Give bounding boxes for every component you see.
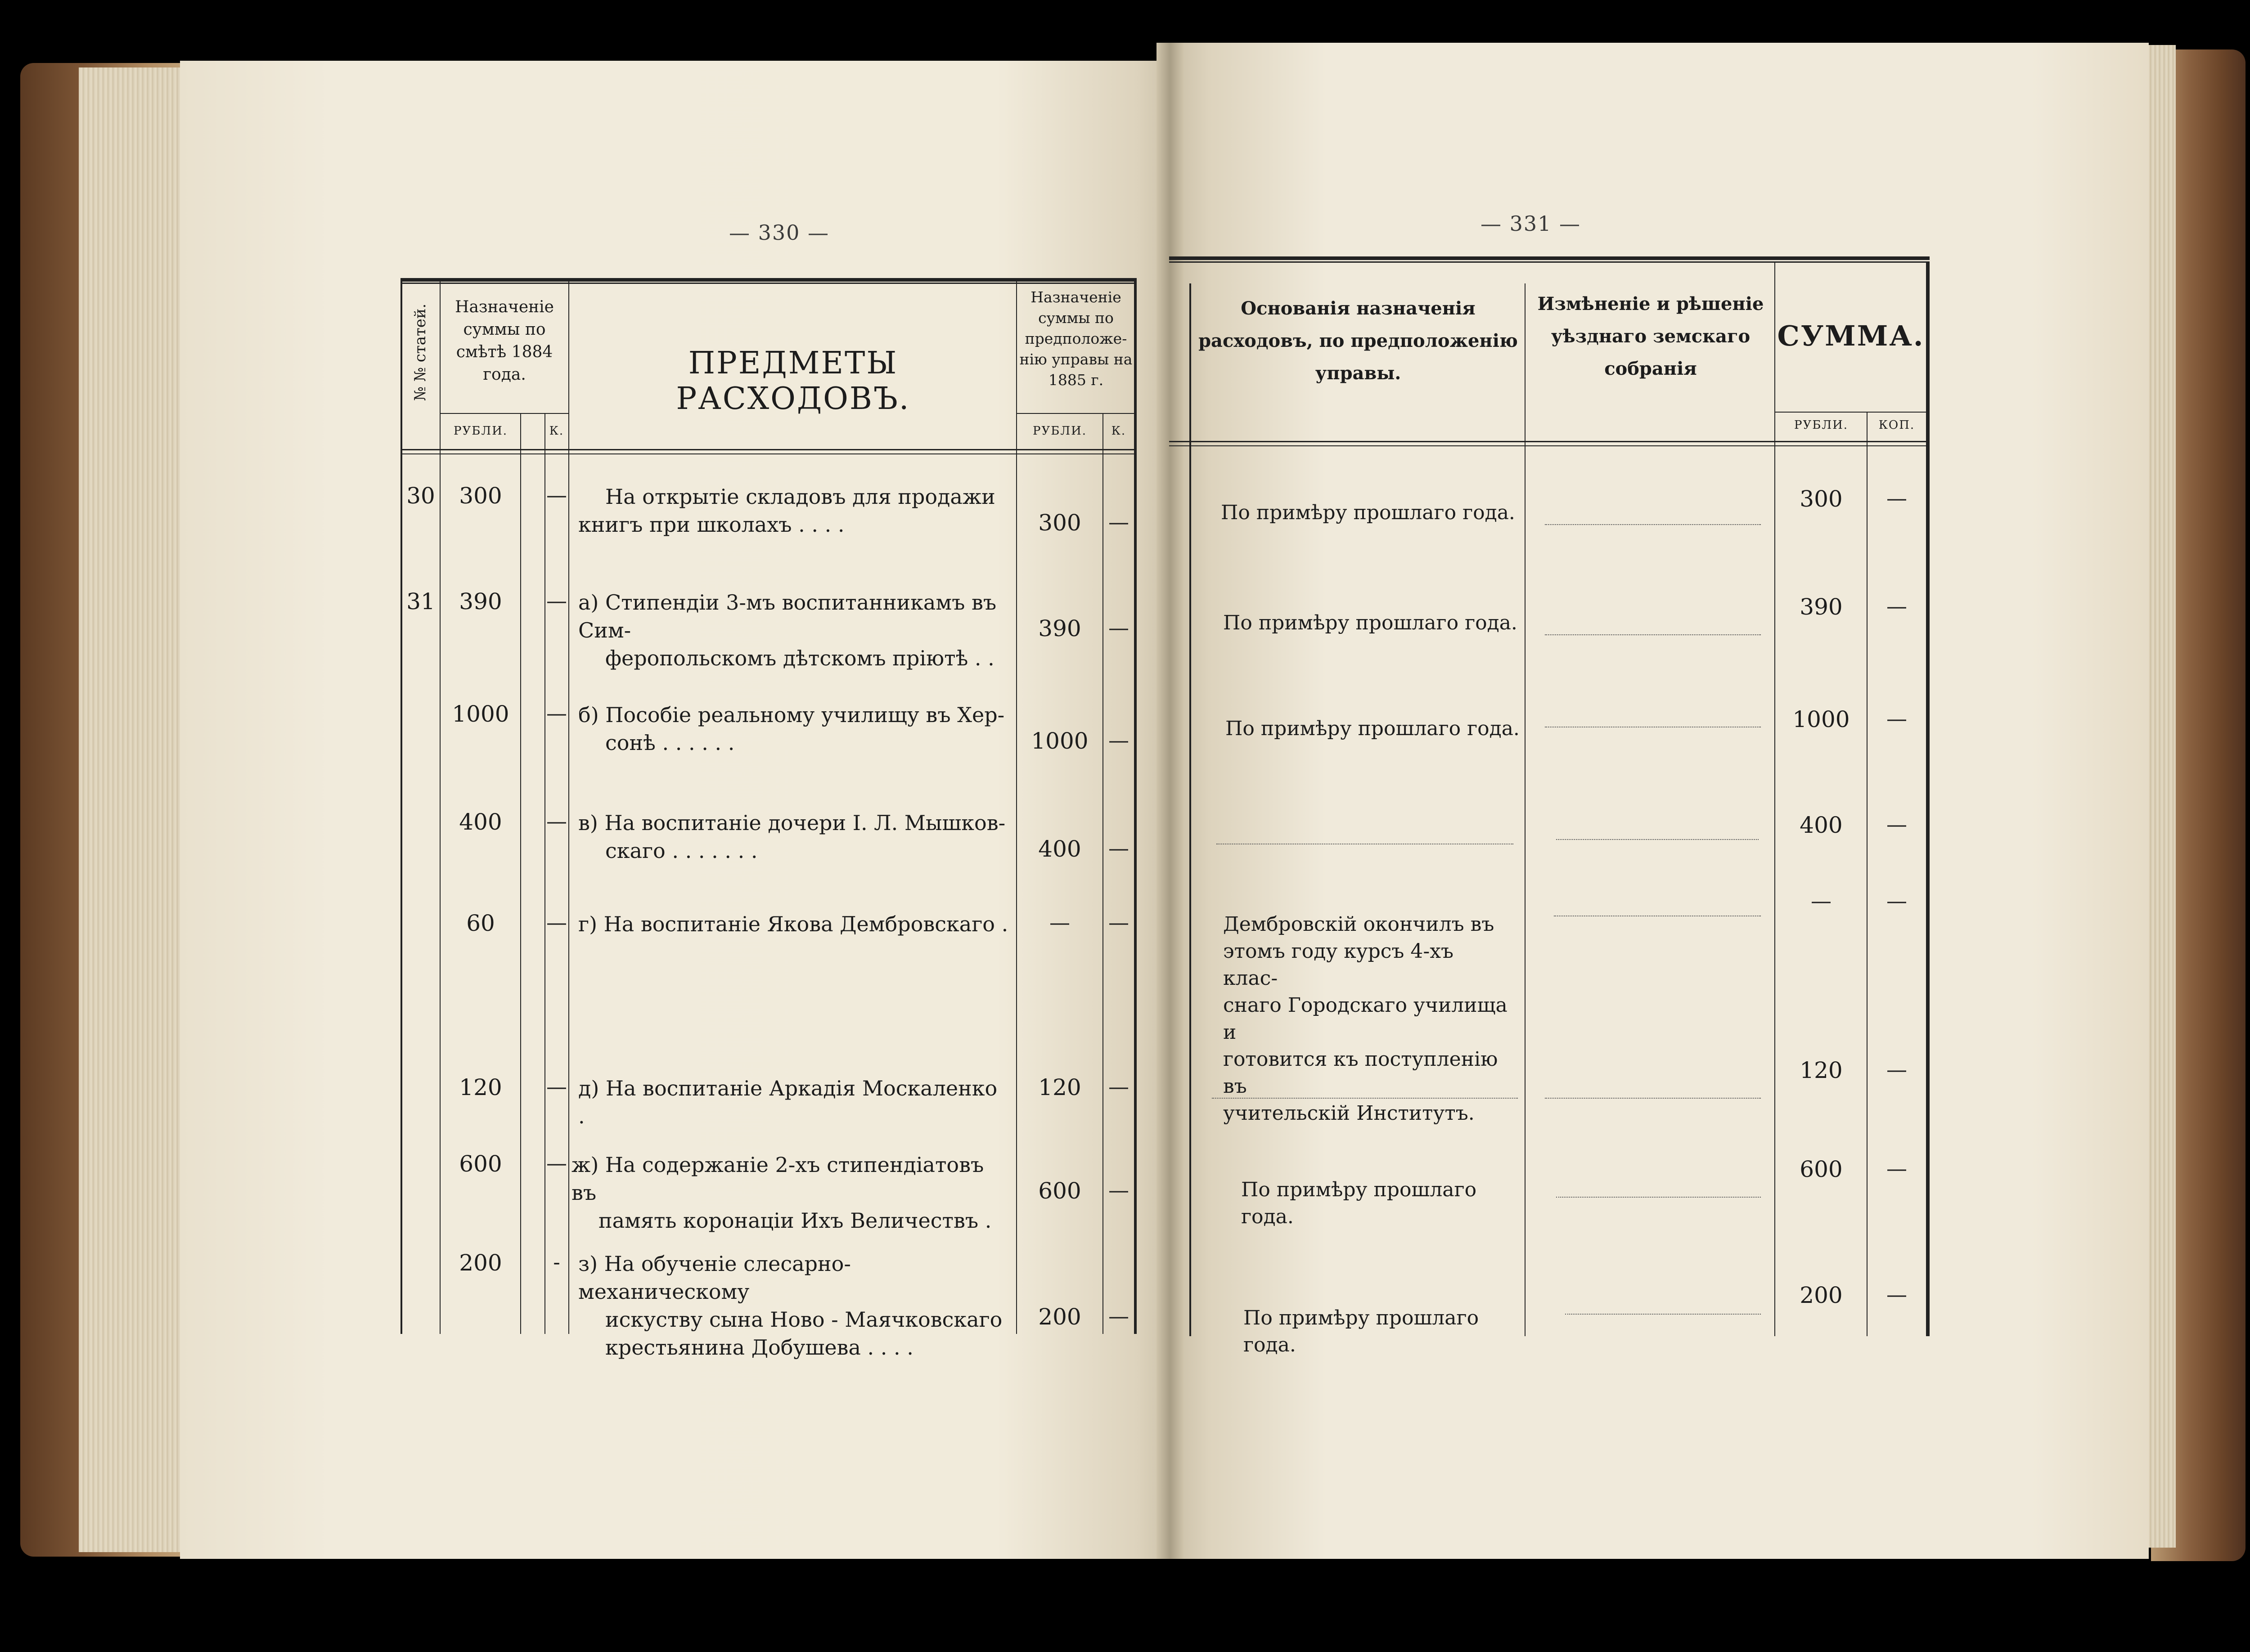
row-30-number: 30 — [406, 483, 435, 509]
row-31b-sum-1884: 1000 — [452, 701, 509, 727]
row-30-text: На открытіе складовъ для продажи книгъ при школахъ . . . . — [578, 485, 995, 537]
header-article-number: № № статей. — [411, 303, 429, 401]
row-31e-sum-1885: 120 — [1038, 1074, 1081, 1100]
right-row-7-sum: 200 — [1800, 1282, 1843, 1308]
row-31c-text: в) На воспитаніе дочери І. Л. Мышков- скаго . . . . . . . — [578, 811, 1006, 863]
right-row-6-sum: 600 — [1800, 1156, 1843, 1182]
right-row-1-basis: По примѣру прошлаго года. — [1223, 611, 1517, 634]
header-sum-1885: Назначеніе суммы по предположе-нію управы на 1885 г. — [1019, 288, 1133, 389]
row-31c-kop-1885: — — [1108, 836, 1129, 860]
row-31a-sum-1885: 390 — [1038, 615, 1081, 642]
expense-table-right — [1169, 256, 1957, 1356]
row-31d-sum-1885: — — [1049, 910, 1070, 934]
row-31g-kop-1884: - — [553, 1250, 560, 1274]
right-row-3-kop: — — [1886, 812, 1907, 836]
row-31-kop-1884: — — [546, 588, 567, 613]
row-31d-text: г) На воспитаніе Якова Дембровскаго . — [578, 912, 1008, 936]
right-row-0-basis: По примѣру прошлаго года. — [1221, 501, 1515, 524]
row-31f-sum-1885: 600 — [1038, 1178, 1081, 1204]
page-number-left: — 330 — — [729, 220, 830, 245]
right-row-5-kop: — — [1886, 1057, 1907, 1082]
row-31b-kop-1884: — — [546, 701, 567, 725]
row-31g-kop-1885: — — [1108, 1304, 1129, 1328]
row-31d-sum-1884: 60 — [466, 910, 495, 936]
row-31c-sum-1884: 400 — [459, 809, 502, 835]
header-sum-1884-kop: К. — [549, 424, 564, 438]
row-31-sum-1884: 390 — [459, 588, 502, 615]
header-expense-subjects: ПРЕДМЕТЫ РАСХОДОВЪ. — [676, 346, 910, 417]
right-row-2-basis: По примѣру прошлаго года. — [1225, 717, 1520, 740]
header-sum-1885-kop: К. — [1111, 424, 1126, 438]
row-30-sum-1884: 300 — [459, 483, 502, 509]
right-row-1-kop: — — [1886, 594, 1907, 618]
right-row-3-sum: 400 — [1800, 812, 1843, 838]
header-summa-rub: РУБЛИ. — [1794, 418, 1849, 432]
right-row-0-kop: — — [1886, 486, 1907, 510]
row-30-sum-1885: 300 — [1038, 510, 1081, 536]
right-row-5-sum: 120 — [1800, 1057, 1843, 1083]
row-31f-kop-1885: — — [1108, 1178, 1129, 1202]
header-basis: Основанія назначенія расходовъ, по предположенію управы. — [1198, 298, 1518, 384]
page-edges-left — [79, 67, 189, 1552]
row-31b-sum-1885: 1000 — [1031, 728, 1089, 754]
row-31e-text: д) На воспитаніе Аркадія Москаленко . — [578, 1076, 998, 1128]
right-row-4-sum: — — [1811, 889, 1832, 913]
header-sum-1884: Назначеніе суммы по смѣтѣ 1884 года. — [455, 298, 554, 384]
row-31e-kop-1885: — — [1108, 1074, 1129, 1099]
header-summa: СУММА. — [1777, 319, 1925, 352]
row-31f-sum-1884: 600 — [459, 1151, 502, 1177]
row-31a-kop-1885: — — [1108, 615, 1129, 640]
row-30-kop-1884: — — [546, 483, 567, 507]
row-31e-sum-1884: 120 — [459, 1074, 502, 1100]
row-31c-kop-1884: — — [546, 809, 567, 833]
right-row-7-basis: По примѣру прошлаго года. — [1243, 1306, 1479, 1356]
row-31g-sum-1884: 200 — [459, 1250, 502, 1276]
right-row-4-kop: — — [1886, 889, 1907, 913]
page-number-right: — 331 — — [1480, 211, 1581, 236]
row-31d-kop-1884: — — [546, 910, 567, 934]
row-31f-text: ж) На содержаніе 2-хъ стипендіатовъ въ память коронаціи Ихъ Величествъ . — [572, 1153, 992, 1233]
row-31-number: 31 — [406, 588, 435, 615]
header-summa-kop: КОП. — [1878, 418, 1915, 432]
right-row-6-basis: По примѣру прошлаго года. — [1241, 1178, 1477, 1228]
header-sum-1885-rub: РУБЛИ. — [1032, 424, 1087, 438]
row-31b-text: б) Пособіе реальному училищу въ Хер- сонѣ . . . . . . — [578, 703, 1005, 755]
expense-table-left — [400, 278, 1137, 1360]
row-31f-kop-1884: — — [546, 1151, 567, 1175]
right-row-6-kop: — — [1886, 1156, 1907, 1181]
right-row-7-kop: — — [1886, 1282, 1907, 1306]
right-row-0-sum: 300 — [1800, 486, 1843, 512]
header-sum-1884-rub: РУБЛИ. — [453, 424, 508, 438]
row-30-kop-1885: — — [1108, 510, 1129, 534]
right-row-2-sum: 1000 — [1792, 706, 1850, 732]
row-31b-kop-1885: — — [1108, 728, 1129, 752]
row-31d-kop-1885: — — [1108, 910, 1129, 934]
row-31g-text: з) На обученіе слесарно-механическому искуству сына Ново - Маячковскаго крестьянина Добушева . . . . — [578, 1252, 1003, 1360]
row-31c-sum-1885: 400 — [1038, 836, 1081, 862]
header-change-decision: Измѣненіе и рѣшеніе уѣзднаго земскаго собранія — [1537, 293, 1764, 379]
row-31a-text: а) Стипендіи 3-мъ воспитанникамъ въ Сим- феропольскомъ дѣтскомъ пріютѣ . . — [578, 590, 997, 670]
right-row-4-basis: Дембровскій окончилъ въ этомъ году курсъ 4-хъ клас- снаго Городскаго училища и готовится къ поступленію въ учительскій Институтъ. — [1223, 913, 1508, 1125]
right-row-1-sum: 390 — [1800, 594, 1843, 620]
row-31e-kop-1884: — — [546, 1074, 567, 1099]
right-row-2-kop: — — [1886, 706, 1907, 731]
row-31g-sum-1885: 200 — [1038, 1304, 1081, 1330]
